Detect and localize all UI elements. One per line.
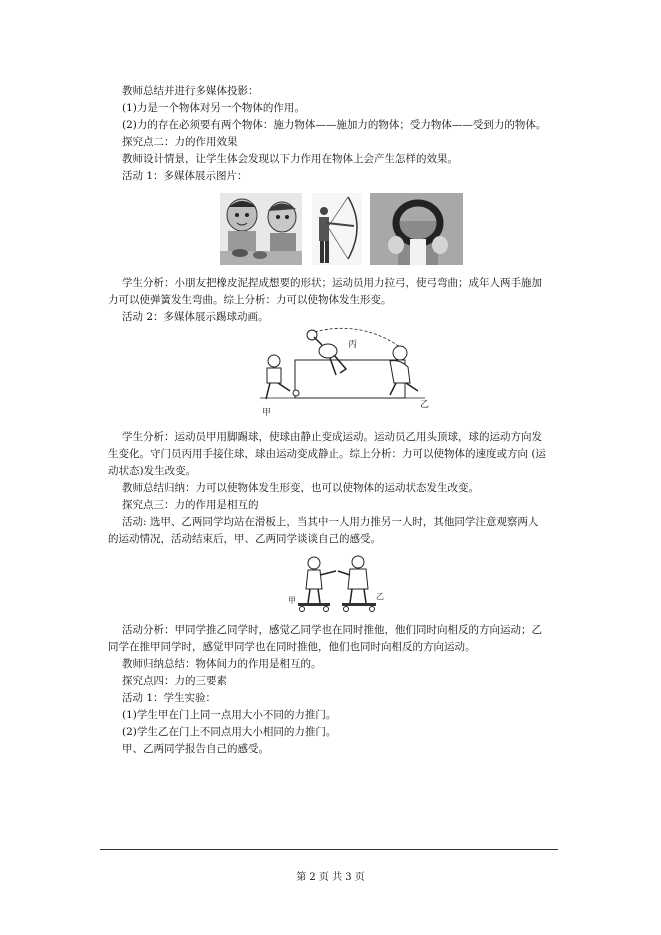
text-line: (1)力是一个物体对另一个物体的作用。 (122, 102, 305, 114)
skateboard-figure-svg (286, 553, 386, 615)
deformation-photos-svg (220, 193, 463, 265)
children-clay-photo (220, 193, 302, 265)
page-number: 第 2 页 共 3 页 (296, 872, 365, 883)
text-line: 学生分析：运动员甲用脚踢球，使球由静止变成运动。运动员乙用头顶球，球的运动方向发 (122, 431, 542, 443)
header-figure (390, 346, 418, 395)
spring-bending-photo (370, 193, 463, 265)
section-heading: 探究点三：力的作用是相互的 (122, 499, 259, 511)
text-line: 教师总结并进行多媒体投影： (122, 85, 259, 97)
label-bing: 丙 (348, 340, 358, 350)
text-line: 教师设计情景，让学生体会发现以下力作用在物体上会产生怎样的效果。 (122, 153, 458, 165)
text-line: 生变化。守门员丙用手接住球，球由运动变成静止。综上分析：力可以使物体的速度或方向 (运 (108, 448, 546, 460)
text-line: 活动分析：甲同学推乙同学时，感觉乙同学也在同时推他，他们同时向相反的方向运动；乙 (122, 624, 542, 636)
text-line: 教师总结归纳：力可以使物体发生形变，也可以使物体的运动状态发生改变。 (122, 482, 479, 494)
text-line: 活动: 选甲、乙两同学均站在滑板上，当其中一人用力推另一人时，其他同学注意观察两人 (122, 516, 539, 528)
activity-heading: 活动 1：学生实验： (122, 692, 217, 704)
section-heading: 探究点四：力的三要素 (122, 675, 227, 687)
text-line: (1)学生甲在门上同一点用大小不同的力推门。 (122, 709, 337, 721)
skateboard-figure (286, 553, 386, 615)
deformation-photos (220, 193, 463, 265)
soccer-figure (250, 325, 435, 420)
footer-divider (100, 849, 558, 850)
label-yi: 乙 (420, 400, 430, 410)
label-yi: 乙 (376, 592, 384, 601)
text-line: 动状态)发生改变。 (108, 465, 197, 477)
text-line: 同学在推甲同学时，感觉甲同学也在同时推他，他们也同时向相反的方向运动。 (108, 641, 476, 653)
activity-heading: 活动 2：多媒体展示踢球动画。 (122, 311, 269, 323)
student-yi-figure (338, 556, 376, 612)
soccer-figure-svg (250, 325, 435, 420)
label-jia: 甲 (262, 408, 272, 418)
text-line: 的运动情况，活动结束后，甲、乙两同学谈谈自己的感受。 (108, 533, 381, 545)
text-line: 学生分析：小朋友把橡皮泥捏成想要的形状；运动员用力拉弓，使弓弯曲；成年人两手施加 (122, 277, 542, 289)
text-line: (2)力的存在必须要有两个物体：施力物体——施加力的物体；受力物体——受到力的物体。 (122, 119, 547, 131)
activity-heading: 活动 1：多媒体展示图片： (122, 170, 248, 182)
student-jia-figure (298, 557, 336, 612)
text-line: 教师归纳总结：物体间力的作用是相互的。 (122, 658, 322, 670)
goalkeeper-figure (307, 330, 346, 375)
section-heading: 探究点二：力的作用效果 (122, 136, 238, 148)
text-line: 甲、乙两同学报告自己的感受。 (122, 743, 269, 755)
text-line: 力可以使弹簧发生弯曲。综上分析：力可以使物体发生形变。 (108, 294, 392, 306)
text-line: (2)学生乙在门上不同点用大小相同的力推门。 (122, 726, 337, 738)
kicker-figure (266, 355, 299, 399)
archer-photo (312, 193, 362, 265)
label-jia: 甲 (288, 596, 296, 605)
